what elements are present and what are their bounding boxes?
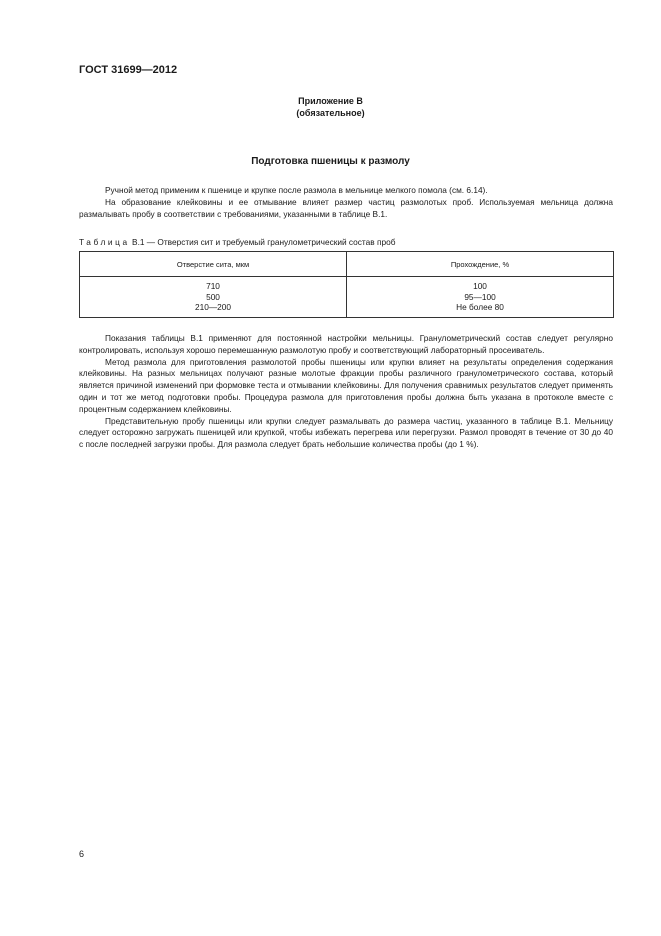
intro-paragraph-2: На образование клейковины и ее отмывание влияет размер частиц размолотых проб. Используемая мельница должна размалывать пробу в соответствии с требованиями, указанными в таблице В.1. [79,196,613,219]
passage-value: 95—100 [464,291,496,302]
sieve-table [79,251,614,318]
page-number: 6 [79,849,85,859]
table-row [80,277,614,318]
body-paragraph-3: Представительную пробу пшеницы или крупки следует размалывать до размера частиц, указанного в таблице В.1. Мельницу следует осторожно загружать пшеницей или крупкой, чтобы избежать перегрева или перегрузки. Размол проводят в течение от 30 до 40 с после последней загрузки пробы. Для размола следует брать небольшие количества пробы (до 1 %). [79,415,613,450]
table-header-passage: Прохождение, % [347,252,614,277]
body-text [79,333,613,451]
appendix-title: Приложение В [298,96,363,106]
table-caption [79,237,395,247]
table-caption-label: Таблица [79,237,130,247]
table-header-row [80,252,614,277]
intro-paragraph-1: Ручной метод применим к пшенице и крупке после размола в мельнице мелкого помола (см. 6.14). [105,185,488,195]
intro-text [79,185,613,220]
appendix-status: (обязательное) [296,108,365,118]
section-title: Подготовка пшеницы к размолу [251,156,410,167]
table-cell-sieve [80,277,347,318]
table-cell-passage [347,277,614,318]
body-paragraph-2: Метод размола для приготовления размолотой пробы пшеницы или крупки влияет на результаты определения содержания клейковины. На разных мельницах получают разные молотые фракции пробы различного гранулометрического состава, который является причиной изменений при формовке теста и отмывании клейковины. Для получения сравнимых результатов следует применять один и тот же метод подготовки пробы. Процедура размола для приготовления пробы должна быть указана в протоколе вместе с процентным содержанием клейковины. [79,356,613,414]
document-code: ГОСТ 31699—2012 [79,64,178,76]
table-header-sieve: Отверстие сита, мкм [80,252,347,277]
table-caption-text: В.1 — Отверстия сит и требуемый гранулометрический состав проб [132,237,396,247]
sieve-value: 210—200 [195,302,231,312]
appendix-heading [0,95,661,119]
body-paragraph-1: Показания таблицы В.1 применяют для постоянной настройки мельницы. Гранулометрический состав следует регулярно контролировать, используя хорошо перемешанную размолотую пробу и соответствующий лабораторный просеиватель. [79,333,613,355]
sieve-value: 500 [206,291,220,302]
sieve-value: 710 [206,281,220,291]
passage-value: 100 [473,281,487,291]
passage-value: Не более 80 [456,302,504,312]
